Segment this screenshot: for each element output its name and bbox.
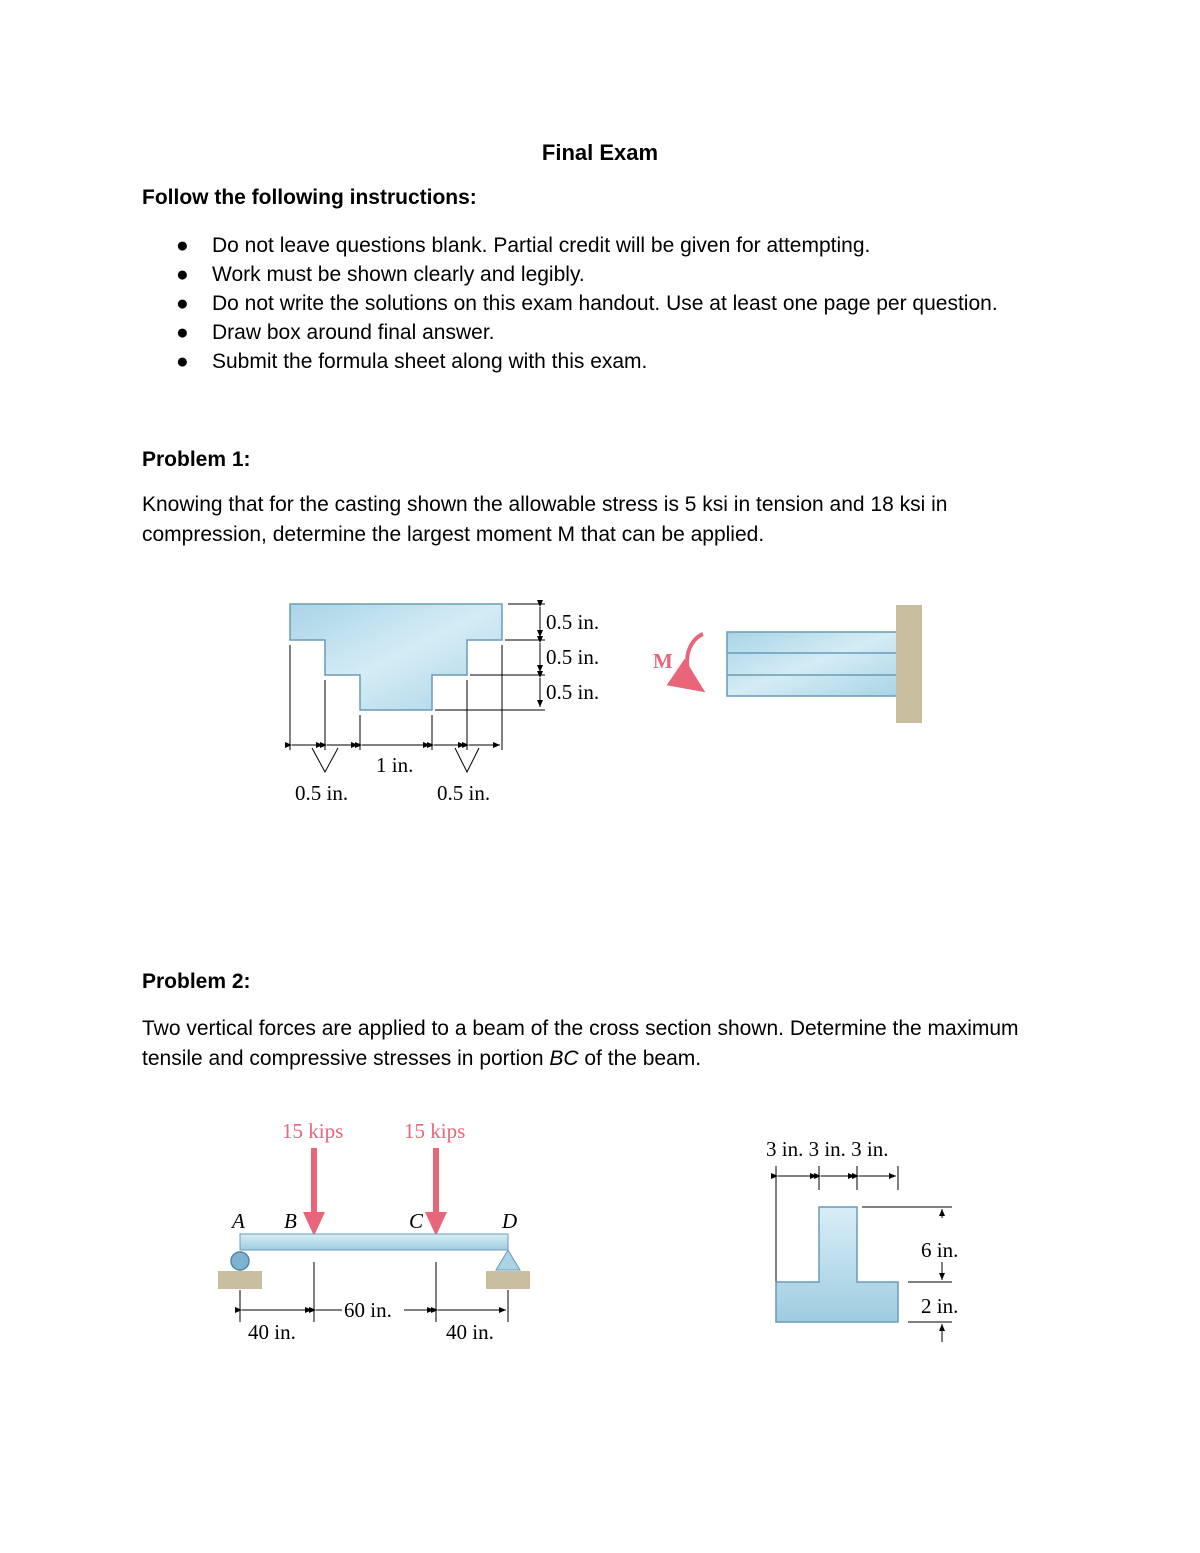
height-flange: 2 in. — [921, 1294, 959, 1318]
bullet-icon: ● — [176, 292, 189, 315]
point-c: C — [409, 1209, 424, 1233]
dim-mid: 0.5 in. — [546, 645, 600, 669]
list-item: ● Draw box around final answer. — [142, 319, 1042, 347]
roller-support — [231, 1252, 249, 1270]
load-right-label: 15 kips — [404, 1119, 466, 1143]
beam — [240, 1234, 508, 1250]
point-a: A — [232, 1209, 245, 1233]
bullet-icon: ● — [176, 263, 189, 286]
wall-support — [896, 605, 922, 723]
bullet-icon: ● — [176, 350, 189, 373]
dim-center: 1 in. — [376, 753, 414, 777]
point-b: B — [284, 1209, 297, 1233]
bullet-icon: ● — [176, 321, 189, 344]
span-right: 40 in. — [446, 1320, 494, 1344]
casting-section — [290, 604, 502, 710]
pin-support — [496, 1250, 520, 1270]
span-mid: 60 in. — [344, 1298, 392, 1322]
list-item: ● Do not write the solutions on this exam handout. Use at least one page per question. — [142, 290, 1042, 318]
t-section — [776, 1207, 898, 1322]
moment-label: M — [653, 649, 673, 673]
bullet-icon: ● — [176, 234, 189, 257]
list-item: ● Do not leave questions blank. Partial credit will be given for attempting. — [142, 232, 1042, 260]
load-left-label: 15 kips — [282, 1119, 344, 1143]
problem2-heading: Problem 2: — [142, 970, 251, 993]
page-title: Final Exam — [541, 140, 659, 165]
instructions-heading: Follow the following instructions: — [142, 186, 477, 209]
dim-right: 0.5 in. — [437, 781, 491, 805]
problem1-figure — [0, 590, 1200, 820]
instruction-list — [142, 232, 1042, 377]
moment-arrow-icon — [687, 634, 703, 690]
problem1-text: Knowing that for the casting shown the allowable stress is 5 ksi in tension and 18 ksi in compression, determine the largest moment M that can be applied. — [142, 493, 948, 546]
problem2-text: Two vertical forces are applied to a beam of the cross section shown. Determine the maximum tensile and compressive stresses in portion BC of the beam. — [142, 1017, 1019, 1070]
load-left-arrow-icon — [303, 1212, 325, 1236]
span-left: 40 in. — [248, 1320, 296, 1344]
dim-top: 0.5 in. — [546, 610, 600, 634]
section-widths: 3 in. 3 in. 3 in. — [766, 1137, 889, 1161]
dim-left: 0.5 in. — [295, 781, 349, 805]
list-item: ● Work must be shown clearly and legibly. — [142, 261, 1042, 289]
dim-bot: 0.5 in. — [546, 680, 600, 704]
problem2-figure — [0, 1110, 1200, 1360]
list-item: ● Submit the formula sheet along with this exam. — [142, 348, 1042, 376]
point-d: D — [502, 1209, 518, 1233]
problem1-heading: Problem 1: — [142, 448, 251, 471]
height-web: 6 in. — [921, 1238, 959, 1262]
cantilever-beam — [727, 632, 897, 696]
load-right-arrow-icon — [425, 1212, 447, 1236]
